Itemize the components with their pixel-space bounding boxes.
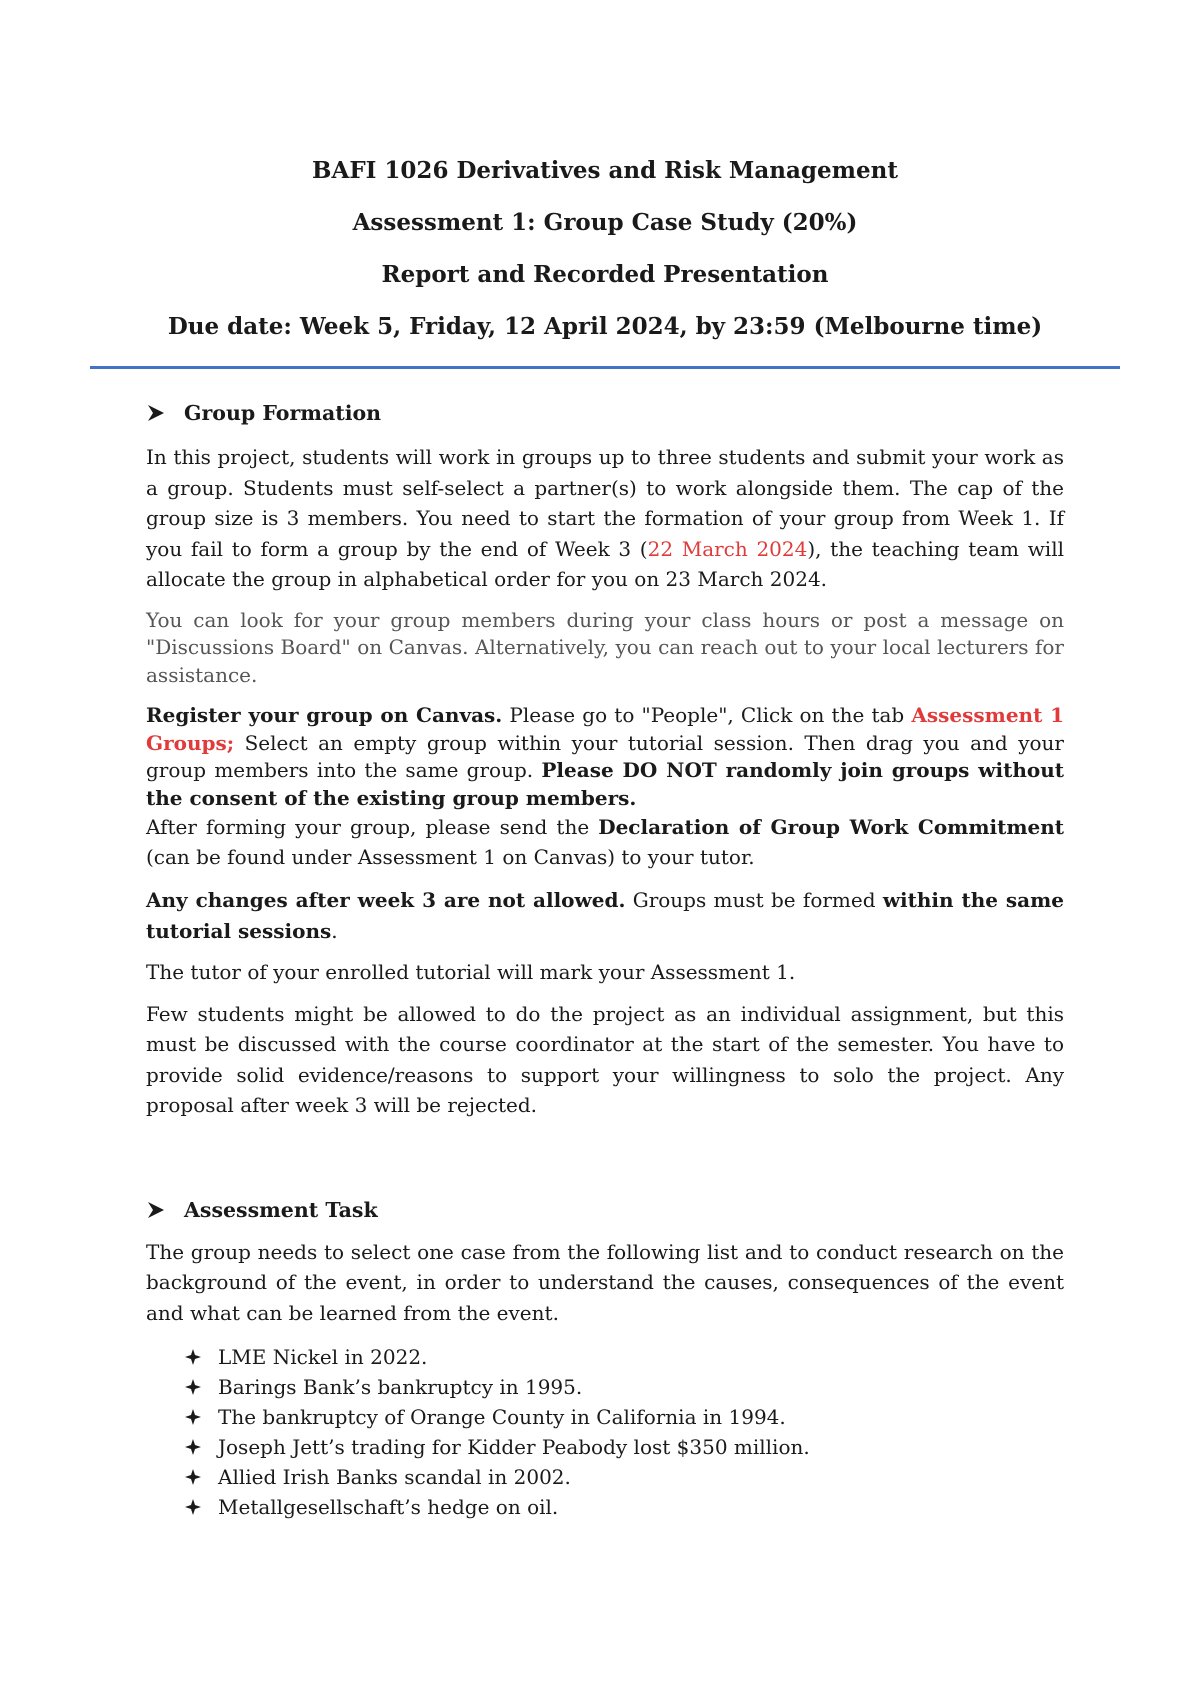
case-list <box>184 1342 1064 1522</box>
register-heading: Register your group on Canvas. <box>146 703 503 727</box>
title-block <box>90 145 1120 353</box>
list-item: Allied Irish Banks scandal in 2002. <box>184 1462 1064 1492</box>
arrow-right-icon <box>146 403 166 423</box>
diamond-bullet-icon <box>184 1498 202 1516</box>
subtitle: Report and Recorded Presentation <box>381 261 829 288</box>
diamond-bullet-icon <box>184 1408 202 1426</box>
document-body <box>146 398 1064 1522</box>
section-heading-label: Group Formation <box>184 401 382 425</box>
paragraph-tutor-marking: The tutor of your enrolled tutorial will mark your Assessment 1. <box>146 960 796 984</box>
arrow-right-icon <box>146 1200 166 1220</box>
diamond-bullet-icon <box>184 1378 202 1396</box>
join-warning: Please DO NOT randomly join groups without the consent of the existing group members. <box>146 758 1064 810</box>
horizontal-rule <box>90 366 1120 369</box>
paragraph-find-members: You can look for your group members during your class hours or post a message on "Discussions Board" on Canvas. Alternatively, you can reach out to your local lecturers for assistance. <box>146 607 1064 687</box>
paragraph-register-group: Register your group on Canvas. Please go to "People", Click on the tab Assessment 1 Groups; Select an empty group within your tutorial session. Then drag you and your group members into the same group. Please DO NOT randomly join groups without the consent of the existing group members. <box>146 703 1064 810</box>
paragraph-task-description: The group needs to select one case from the following list and to conduct research on the background of the event, in order to understand the causes, consequences of the event and what can be learned from the event. <box>146 1239 1064 1325</box>
section-heading-assessment-task <box>146 1195 1064 1225</box>
section-heading-label: Assessment Task <box>184 1197 378 1222</box>
list-item: Joseph Jett’s trading for Kidder Peabody lost $350 million. <box>184 1432 1064 1462</box>
paragraph-individual-option: Few students might be allowed to do the project as an individual assignment, but this must be discussed with the course coordinator at the start of the semester. You have to provide solid evidence/reasons to support your willingness to solo the project. Any proposal after week 3 will be rejected. <box>146 1001 1064 1117</box>
paragraph-declaration: After forming your group, please send the Declaration of Group Work Commitment (can be found under Assessment 1 on Canvas) to your tutor. <box>146 815 1064 869</box>
diamond-bullet-icon <box>184 1468 202 1486</box>
assessment-groups-tab-reference: Assessment 1 Groups; <box>146 703 1064 755</box>
list-item: The bankruptcy of Orange County in California in 1994. <box>184 1402 1064 1432</box>
list-item: Barings Bank’s bankruptcy in 1995. <box>184 1372 1064 1402</box>
paragraph-changes-policy: Any changes after week 3 are not allowed. Groups must be formed within the same tutorial sessions. <box>146 888 1064 943</box>
assessment-title: Assessment 1: Group Case Study (20%) <box>352 209 858 236</box>
list-item: Metallgesellschaft’s hedge on oil. <box>184 1492 1064 1522</box>
section-heading-group-formation <box>146 398 1064 428</box>
paragraph-group-intro: In this project, students will work in groups up to three students and submit your work as a group. Students must self-select a partner(s) to work alongside them. The cap of the group size is 3 members. You need to start the formation of your group from Week 1. If you fail to form a group by the end of Week 3 (22 March 2024), the teaching team will allocate the group in alphabetical order for you on 23 March 2024. <box>146 445 1064 591</box>
list-item: LME Nickel in 2022. <box>184 1342 1064 1372</box>
diamond-bullet-icon <box>184 1438 202 1456</box>
due-date: Due date: Week 5, Friday, 12 April 2024, by 23:59 (Melbourne time) <box>167 313 1043 340</box>
allocation-deadline: 22 March 2024 <box>647 536 808 561</box>
course-title: BAFI 1026 Derivatives and Risk Management <box>312 157 898 184</box>
declaration-title: Declaration of Group Work Commitment <box>598 815 1064 839</box>
diamond-bullet-icon <box>184 1348 202 1366</box>
